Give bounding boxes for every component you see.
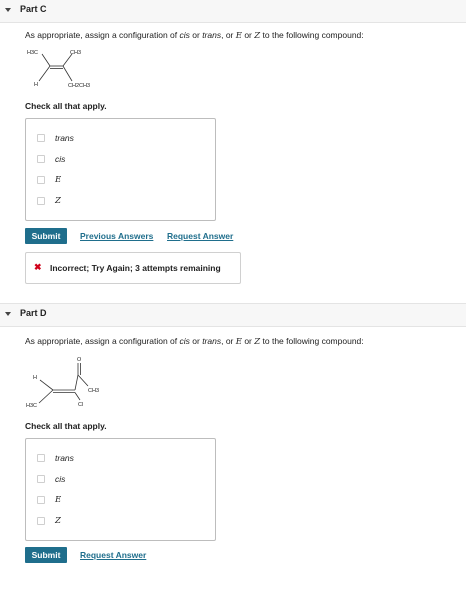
part-d-header[interactable] (0, 303, 466, 327)
previous-answers-link[interactable]: Previous Answers (80, 231, 154, 241)
part-d-options (25, 438, 216, 541)
option-trans[interactable] (37, 452, 74, 464)
caret-down-icon (5, 8, 11, 12)
option-z[interactable] (37, 515, 61, 527)
part-d-molecule (25, 353, 125, 413)
mol-label-cl: Cl (78, 402, 84, 408)
part-d-prompt: As appropriate, assign a configuration of cis or trans, or E or Z to the following compound: (25, 336, 364, 347)
part-d-check-label: Check all that apply. (25, 421, 107, 431)
checkbox[interactable] (37, 134, 45, 142)
checkbox[interactable] (37, 155, 45, 163)
feedback-message: Incorrect; Try Again; 3 attempts remaining (50, 263, 221, 273)
option-e[interactable] (37, 494, 61, 506)
option-cis[interactable] (37, 153, 65, 165)
option-label: cis (55, 154, 66, 164)
caret-down-icon (5, 312, 11, 316)
mol-label-o: O (77, 357, 82, 363)
mol-label-h3c: H3C (26, 403, 38, 409)
option-label: Z (55, 516, 61, 526)
mol-label-h3c: H3C (27, 50, 39, 56)
request-answer-link[interactable]: Request Answer (167, 231, 234, 241)
option-label: E (55, 175, 62, 185)
option-label: trans (55, 133, 74, 143)
mol-label-h: H (34, 82, 38, 88)
part-c-check-label: Check all that apply. (25, 101, 107, 111)
part-c-molecule (25, 46, 105, 92)
option-label: E (55, 495, 62, 505)
option-e[interactable] (37, 174, 61, 186)
part-c-header[interactable] (0, 0, 466, 23)
option-label: Z (55, 196, 61, 206)
mol-label-ch3: CH3 (88, 388, 100, 394)
feedback-box (25, 252, 241, 284)
checkbox[interactable] (37, 496, 45, 504)
part-d-title: Part D (20, 308, 47, 318)
submit-button[interactable]: Submit (25, 547, 67, 563)
submit-button[interactable]: Submit (25, 228, 67, 244)
checkbox[interactable] (37, 197, 45, 205)
checkbox[interactable] (37, 475, 45, 483)
mol-label-h: H (33, 375, 37, 381)
checkbox[interactable] (37, 517, 45, 525)
mol-label-ch2ch3: CH2CH3 (68, 83, 91, 89)
part-c-prompt: As appropriate, assign a configuration of cis or trans, or E or Z to the following compound: (25, 30, 364, 41)
option-z[interactable] (37, 195, 61, 207)
checkbox[interactable] (37, 454, 45, 462)
checkbox[interactable] (37, 176, 45, 184)
part-c-title: Part C (20, 4, 47, 14)
x-icon: ✖ (34, 262, 42, 272)
mol-label-ch3: CH3 (70, 50, 82, 56)
part-c-options (25, 118, 216, 221)
option-label: cis (55, 474, 66, 484)
option-cis[interactable] (37, 473, 65, 485)
option-label: trans (55, 453, 74, 463)
option-trans[interactable] (37, 132, 74, 144)
request-answer-link[interactable]: Request Answer (80, 550, 147, 560)
